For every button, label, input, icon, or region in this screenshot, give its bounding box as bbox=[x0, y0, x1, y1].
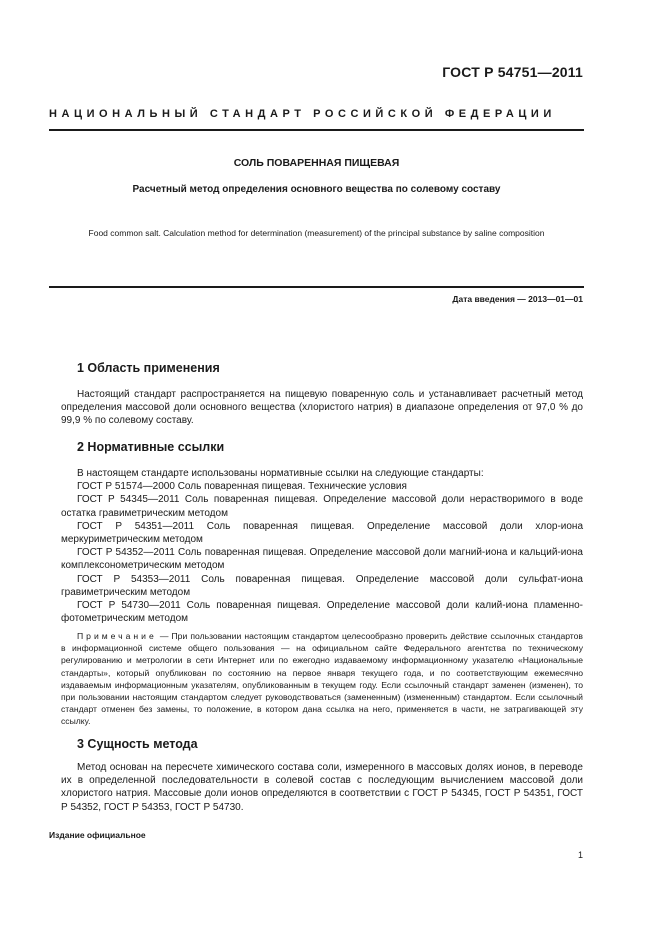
reference-item: ГОСТ Р 54345—2011 Соль поваренная пищевая. Определение массовой доли нерастворимого в воде остатка гравиметрическим методом bbox=[61, 494, 583, 519]
page-number: 1 bbox=[577, 850, 583, 860]
top-divider bbox=[49, 129, 584, 131]
section-3-heading: 3 Сущность метода bbox=[77, 737, 198, 751]
national-standard-banner: НАЦИОНАЛЬНЫЙ СТАНДАРТ РОССИЙСКОЙ ФЕДЕРАЦИИ bbox=[49, 108, 556, 120]
section-1-heading: 1 Область применения bbox=[77, 361, 220, 375]
reference-item: ГОСТ Р 54351—2011 Соль поваренная пищевая. Определение массовой доли хлор-иона меркуриметрическим методом bbox=[61, 520, 583, 546]
note-label: Примечание bbox=[77, 631, 157, 641]
english-title: Food common salt. Calculation method for determination (measurement) of the principal substance by saline composition bbox=[88, 228, 545, 238]
section-3-paragraph: Метод основан на пересчете химического состава соли, измеренного в массовых долях ионов, в переводе их в определенной последовательности в солевой состав с последующим вычислением массовой доли хлористого натрия. Массовые доли ионов определяются в соответствии с ГОСТ Р 54345, ГОСТ Р 54351, ГОСТ Р 54352, ГОСТ Р 54353, ГОСТ Р 54730. bbox=[61, 762, 583, 813]
section-3-text bbox=[61, 761, 583, 814]
section-2-heading: 2 Нормативные ссылки bbox=[77, 440, 225, 454]
reference-item: ГОСТ Р 54730—2011 Соль поваренная пищевая. Определение массовой доли калий-иона пламенно-фотометрическим методом bbox=[61, 600, 583, 625]
middle-divider bbox=[49, 286, 584, 288]
section-1-text bbox=[61, 388, 583, 428]
introduction-date: Дата введения — 2013—01—01 bbox=[452, 294, 583, 304]
normative-references bbox=[61, 467, 583, 625]
official-edition-label: Издание официальное bbox=[49, 830, 146, 840]
note-text: — При пользовании настоящим стандартом целесообразно проверить действие ссылочных стандартов в информационной системе общего пользования — на официальном сайте Федерального агентства по техническому регулированию и метрологии в сети Интернет или по ежегодно издаваемому информационному указателю «Национальные стандарты», который опубликован по состоянию на первое января текущего года, и по соответствующим ежемесячно издаваемым информационным указателям, опубликованным в текущем году. Если ссылочный стандарт заменен (изменен), то при пользовании настоящим стандартом следует руководствоваться (замененным) (измененным) стандартом. Если ссылочный стандарт отменен без замены, то положение, в котором дана ссылка на него, применяется в части, не затрагивающей эту ссылку. bbox=[61, 631, 583, 727]
document-subtitle: Расчетный метод определения основного вещества по солевому составу bbox=[132, 184, 501, 195]
reference-item: ГОСТ Р 54352—2011 Соль поваренная пищевая. Определение массовой доли магний-иона и кальций-иона комплексонометрическим методом bbox=[61, 547, 583, 572]
references-note bbox=[61, 630, 583, 728]
standard-code: ГОСТ Р 54751—2011 bbox=[442, 64, 583, 80]
reference-item: ГОСТ Р 54353—2011 Соль поваренная пищевая. Определение массовой доли сульфат-иона гравиметрическим методом bbox=[61, 573, 583, 598]
references-intro: В настоящем стандарте использованы нормативные ссылки на следующие стандарты: bbox=[77, 468, 484, 479]
section-1-paragraph: Настоящий стандарт распространяется на пищевую поваренную соль и устанавливает расчетный метод определения массовой доли основного вещества (хлористого натрия) в диапазоне определения от 97,0 % до 99,9 % по солевому составу. bbox=[61, 389, 583, 427]
document-title: СОЛЬ ПОВАРЕННАЯ ПИЩЕВАЯ bbox=[233, 157, 400, 169]
reference-item: ГОСТ Р 51574—2000 Соль поваренная пищевая. Технические условия bbox=[77, 481, 407, 493]
